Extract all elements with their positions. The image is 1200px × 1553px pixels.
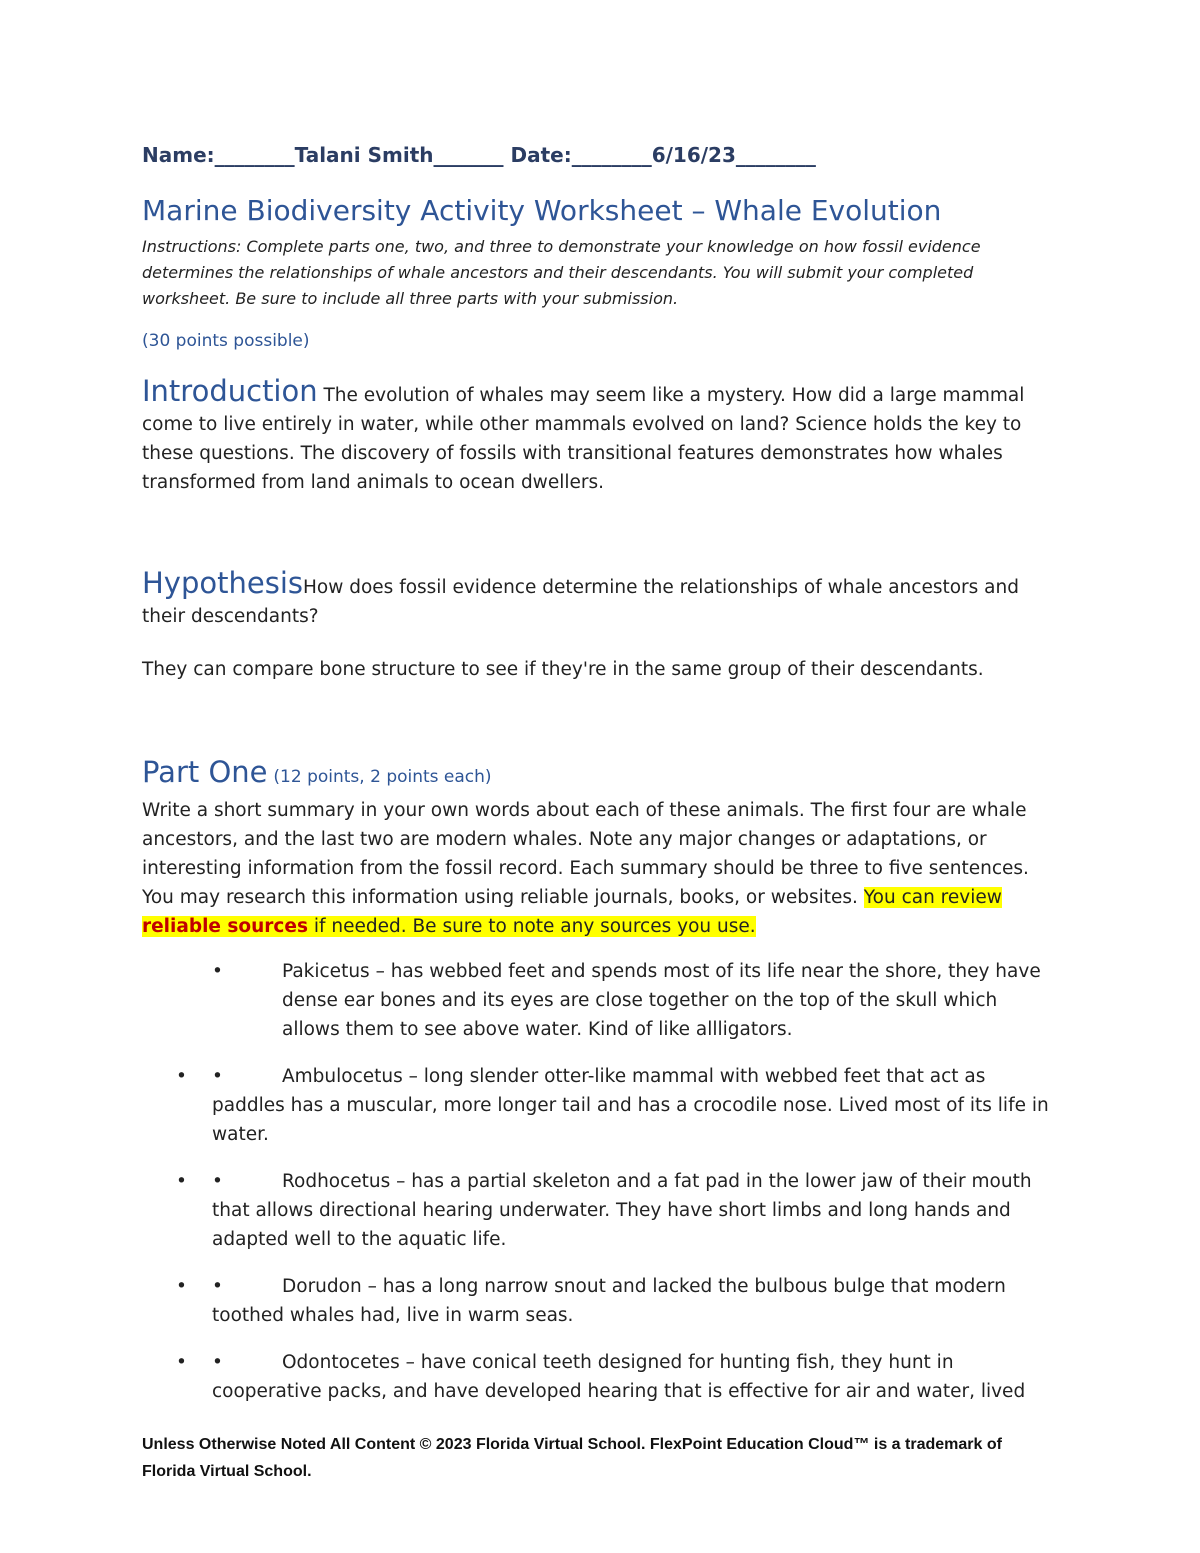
reliable-sources-link[interactable]: reliable sources [142, 916, 308, 937]
part-one-heading: Part One [142, 755, 268, 789]
bullet-icon: • [176, 1066, 187, 1087]
part-one-intro-text: Write a short summary in your own words about each of these animals. The first four are whale ancestors, and the last two are modern whales. Note any major changes or adaptations, or interesting information from the fossil record. Each summary should be three to five sentences. You may research this information using reliable journals, books, or websites. [142, 800, 1029, 908]
worksheet-title: Marine Biodiversity Activity Worksheet – Whale Evolution [142, 194, 942, 227]
list-item-text: Ambulocetus – long slender otter-like mammal with webbed feet that act as paddles has a muscular, more longer tail and has a crocodile nose. Lived most of its life in water. [212, 1066, 1049, 1145]
list-item [142, 1167, 1057, 1254]
bullet-icon: • [212, 1276, 223, 1297]
highlight-text-2: if needed. Be sure to note any sources you use. [307, 916, 756, 937]
hypothesis-answer: They can compare bone structure to see if they're in the same group of their descendants. [142, 659, 984, 680]
name-date-line: Name:________Talani Smith_______ Date:________6/16/23________ [142, 143, 816, 167]
hypothesis-question: How does fossil evidence determine the relationships of whale ancestors and their descendants? [142, 577, 1019, 627]
bullet-icon: • [212, 961, 223, 982]
copyright-footer: Unless Otherwise Noted All Content © 2023 Florida Virtual School. FlexPoint Education Cloud™ is a trademark of Florida Virtual School. [142, 1436, 1002, 1480]
introduction-heading: Introduction [142, 374, 318, 408]
list-item-text: Dorudon – has a long narrow snout and lacked the bulbous bulge that modern toothed whales had, live in warm seas. [212, 1276, 1006, 1326]
highlight-text-1: You can review [863, 887, 1002, 908]
bullet-icon: • [212, 1171, 223, 1192]
list-item [142, 1272, 1057, 1330]
list-item-text: Odontocetes – have conical teeth designed for hunting fish, they hunt in cooperative packs, and have developed hearing that is effective for air and water, lived [212, 1352, 1026, 1402]
introduction-text: The evolution of whales may seem like a mystery. How did a large mammal come to live entirely in water, while other mammals evolved on land? Science holds the key to these questions. The discovery of fossils with transitional features demonstrates how whales transformed from land animals to ocean dwellers. [142, 385, 1025, 493]
introduction-section [142, 374, 1057, 497]
bullet-icon: • [176, 1276, 187, 1297]
list-item [142, 1062, 1057, 1149]
list-item-text: Pakicetus – has webbed feet and spends most of its life near the shore, they have dense ear bones and its eyes are close together on the top of the skull which allows them to see above water. Kind of like allligators. [282, 961, 1041, 1040]
hypothesis-section [142, 566, 1057, 631]
part-one-points: (12 points, 2 points each) [273, 767, 492, 787]
bullet-icon: • [212, 1066, 223, 1087]
list-item [142, 957, 1057, 1044]
points-possible: (30 points possible) [142, 331, 310, 351]
hypothesis-heading: Hypothesis [142, 566, 303, 600]
list-item-text: Rodhocetus – has a partial skeleton and a fat pad in the lower jaw of their mouth that allows directional hearing underwater. They have short limbs and long hands and adapted well to the aquatic life. [212, 1171, 1032, 1250]
part-one-instructions [142, 796, 1057, 941]
instructions-text: Instructions: Complete parts one, two, and three to demonstrate your knowledge on how fossil evidence determines the relationships of whale ancestors and their descendants. You will submit your completed worksheet. Be sure to include all three parts with your submission. [142, 237, 981, 308]
list-item [142, 1348, 1057, 1406]
part-one-heading-row [142, 755, 1057, 792]
bullet-icon: • [176, 1171, 187, 1192]
bullet-icon: • [176, 1352, 187, 1373]
bullet-icon: • [212, 1352, 223, 1373]
